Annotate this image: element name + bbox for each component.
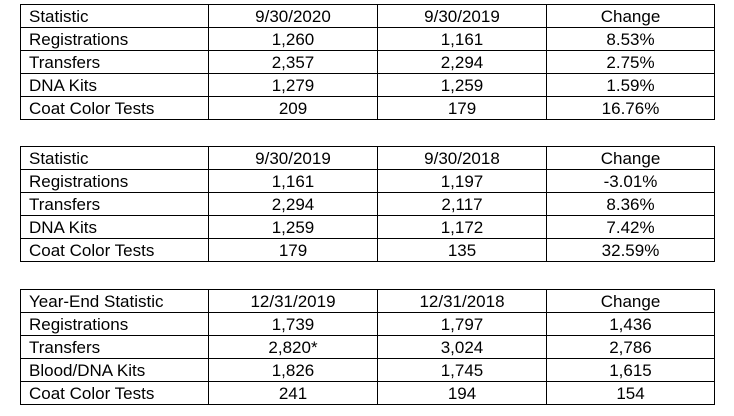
table-header-row <box>21 5 715 28</box>
row-label: DNA Kits <box>21 216 209 239</box>
header-cell-period-current: 12/31/2019 <box>209 290 378 313</box>
header-cell-statistic: Year-End Statistic <box>21 290 209 313</box>
table-row <box>21 170 715 193</box>
prior-value: 1,797 <box>378 313 547 336</box>
change-value: 2,786 <box>547 336 715 359</box>
row-label: Registrations <box>21 28 209 51</box>
table-row <box>21 239 715 262</box>
prior-value: 1,259 <box>378 74 547 97</box>
table-row <box>21 97 715 120</box>
current-value: 1,826 <box>209 359 378 382</box>
table-header-row <box>21 147 715 170</box>
change-value: 8.36% <box>547 193 715 216</box>
prior-value: 135 <box>378 239 547 262</box>
header-cell-period-prior: 9/30/2019 <box>378 5 547 28</box>
statistics-table-2019 <box>20 146 715 262</box>
table-row <box>21 382 715 405</box>
change-value: 7.42% <box>547 216 715 239</box>
row-label: Registrations <box>21 170 209 193</box>
table-row <box>21 313 715 336</box>
current-value: 1,161 <box>209 170 378 193</box>
statistics-table-2020 <box>20 4 715 120</box>
table-row <box>21 216 715 239</box>
prior-value: 1,161 <box>378 28 547 51</box>
change-value: -3.01% <box>547 170 715 193</box>
change-value: 154 <box>547 382 715 405</box>
current-value: 2,294 <box>209 193 378 216</box>
table-row <box>21 336 715 359</box>
change-value: 8.53% <box>547 28 715 51</box>
header-cell-period-current: 9/30/2020 <box>209 5 378 28</box>
row-label: Transfers <box>21 51 209 74</box>
current-value: 1,279 <box>209 74 378 97</box>
current-value: 1,259 <box>209 216 378 239</box>
year-end-statistics-table <box>20 289 715 405</box>
current-value: 241 <box>209 382 378 405</box>
change-value: 32.59% <box>547 239 715 262</box>
row-label: Coat Color Tests <box>21 382 209 405</box>
table-row <box>21 193 715 216</box>
table-header-row <box>21 290 715 313</box>
header-cell-period-prior: 9/30/2018 <box>378 147 547 170</box>
change-value: 1,615 <box>547 359 715 382</box>
current-value: 209 <box>209 97 378 120</box>
prior-value: 1,172 <box>378 216 547 239</box>
current-value: 1,739 <box>209 313 378 336</box>
current-value: 2,820* <box>209 336 378 359</box>
current-value: 2,357 <box>209 51 378 74</box>
header-cell-period-current: 9/30/2019 <box>209 147 378 170</box>
row-label: Transfers <box>21 336 209 359</box>
row-label: Transfers <box>21 193 209 216</box>
change-value: 2.75% <box>547 51 715 74</box>
prior-value: 2,117 <box>378 193 547 216</box>
change-value: 1,436 <box>547 313 715 336</box>
table-row <box>21 359 715 382</box>
prior-value: 194 <box>378 382 547 405</box>
change-value: 16.76% <box>547 97 715 120</box>
prior-value: 1,197 <box>378 170 547 193</box>
change-value: 1.59% <box>547 74 715 97</box>
table-row <box>21 74 715 97</box>
header-cell-period-prior: 12/31/2018 <box>378 290 547 313</box>
header-cell-statistic: Statistic <box>21 5 209 28</box>
row-label: Coat Color Tests <box>21 239 209 262</box>
current-value: 1,260 <box>209 28 378 51</box>
header-cell-change: Change <box>547 290 715 313</box>
prior-value: 3,024 <box>378 336 547 359</box>
header-cell-statistic: Statistic <box>21 147 209 170</box>
row-label: Coat Color Tests <box>21 97 209 120</box>
row-label: Registrations <box>21 313 209 336</box>
header-cell-change: Change <box>547 5 715 28</box>
prior-value: 2,294 <box>378 51 547 74</box>
row-label: DNA Kits <box>21 74 209 97</box>
row-label: Blood/DNA Kits <box>21 359 209 382</box>
prior-value: 1,745 <box>378 359 547 382</box>
table-row <box>21 28 715 51</box>
header-cell-change: Change <box>547 147 715 170</box>
prior-value: 179 <box>378 97 547 120</box>
table-row <box>21 51 715 74</box>
current-value: 179 <box>209 239 378 262</box>
